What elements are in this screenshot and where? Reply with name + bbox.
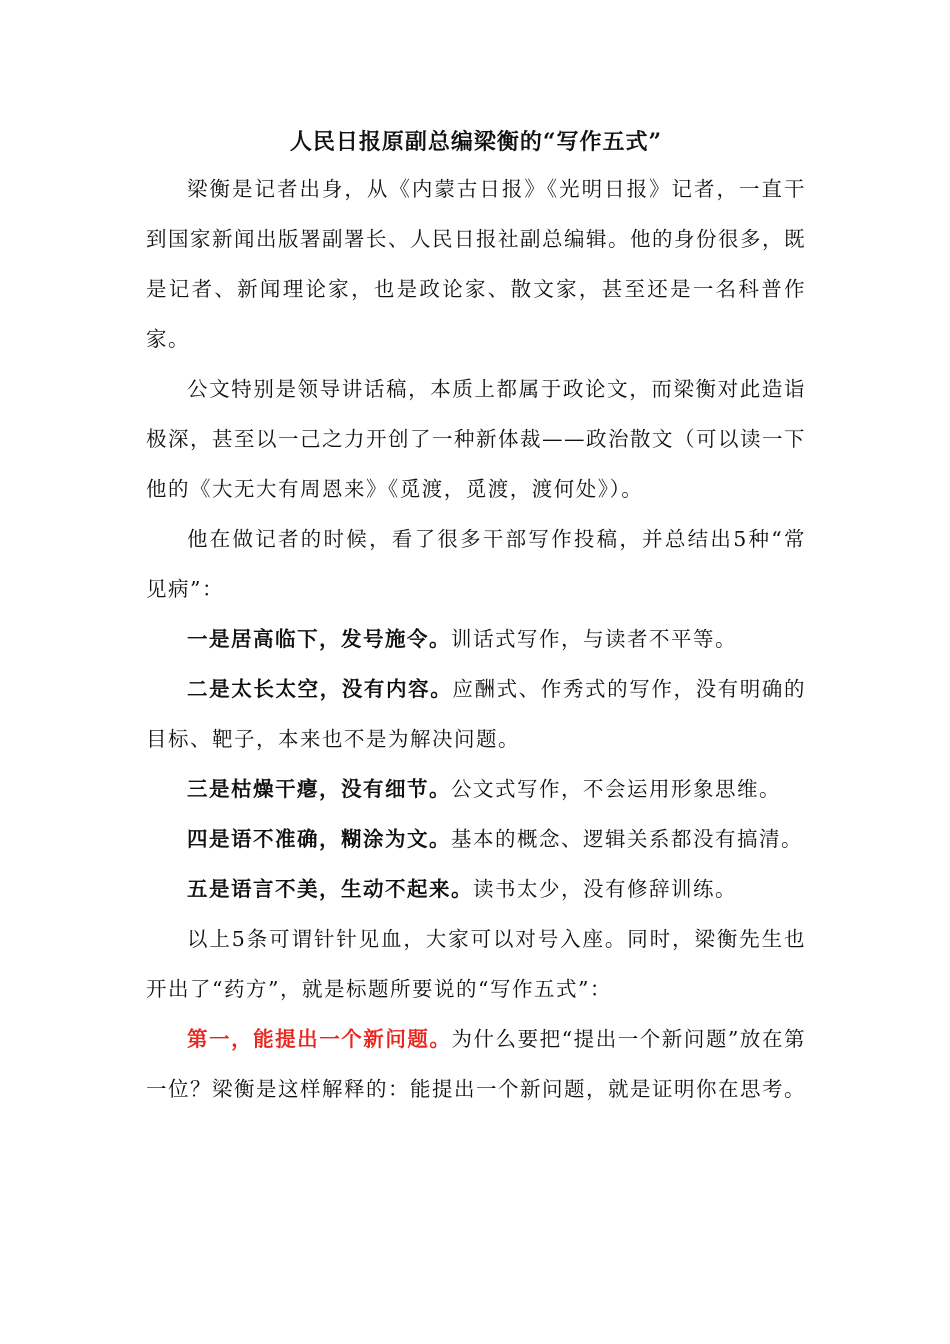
formula-body: 为什么要把“提出一个新问题”放在第一位？梁衡是这样解释的：能提出一个新问题，就是证明你在思考。	[146, 1027, 807, 1101]
paragraph-prescription-intro: 以上5条可谓针针见血，大家可以对号入座。同时，梁衡先生也开出了“药方”，就是标题所要说的“写作五式”：	[146, 927, 806, 1001]
ailment-lead: 四是语不准确，糊涂为文。	[187, 827, 451, 851]
ailment-item	[146, 664, 806, 764]
formula-lead: 第一，能提出一个新问题。	[187, 1027, 452, 1051]
document-page	[146, 122, 806, 1114]
ailment-lead: 五是语言不美，生动不起来。	[187, 877, 473, 901]
paragraph-intro: 梁衡是记者出身，从《内蒙古日报》《光明日报》记者，一直干到国家新闻出版署副署长、人民日报社副总编辑。他的身份很多，既是记者、新闻理论家，也是政论家、散文家，甚至还是一名科普作家。	[146, 177, 806, 351]
ailment-lead: 一是居高临下，发号施令。	[187, 627, 451, 651]
ailment-lead: 二是太长太空，没有内容。	[187, 677, 453, 701]
ailment-item	[146, 864, 806, 914]
document-title: 人民日报原副总编梁衡的“写作五式”	[289, 129, 663, 155]
paragraph-political-essay: 公文特别是领导讲话稿，本质上都属于政论文，而梁衡对此造诣极深，甚至以一己之力开创了一种新体裁——政治散文（可以读一下他的《大无大有周恩来》《觅渡，觅渡，渡何处》）。	[146, 377, 806, 501]
formula-item	[146, 1014, 806, 1114]
ailment-body: 读书太少，没有修辞训练。	[473, 877, 737, 901]
ailment-item	[146, 814, 806, 864]
paragraph-common-ailments-intro: 他在做记者的时候，看了很多干部写作投稿，并总结出5种“常见病”：	[146, 527, 806, 601]
ailment-body: 训话式写作，与读者不平等。	[451, 627, 737, 651]
ailment-item	[146, 764, 806, 814]
ailment-item	[146, 614, 806, 664]
ailment-body: 应酬式、作秀式的写作，没有明确的目标、靶子，本来也不是为解决问题。	[146, 677, 807, 751]
ailment-body: 公文式写作，不会运用形象思维。	[451, 777, 781, 801]
ailment-body: 基本的概念、逻辑关系都没有搞清。	[451, 827, 803, 851]
ailment-lead: 三是枯燥干瘪，没有细节。	[187, 777, 451, 801]
